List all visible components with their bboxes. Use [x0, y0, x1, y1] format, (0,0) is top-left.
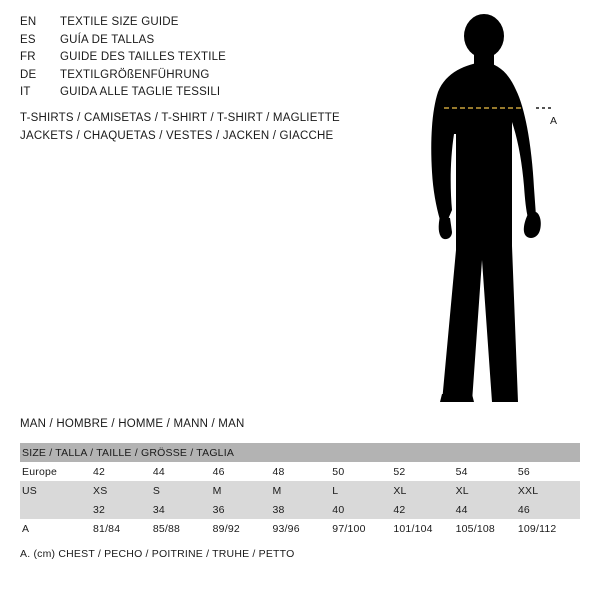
language-text: TEXTILGRÖßENFÜHRUNG [60, 68, 210, 81]
cell: 101/104 [393, 519, 455, 538]
table-row [20, 500, 580, 519]
cell: XL [456, 481, 518, 500]
cell: 32 [93, 500, 153, 519]
language-code: EN [20, 16, 37, 28]
cell: 50 [332, 462, 393, 481]
language-code: FR [20, 51, 36, 63]
garment-line-jackets: JACKETS / CHAQUETAS / VESTES / JACKEN / GIACCHE [20, 130, 334, 142]
male-silhouette-icon [400, 10, 600, 405]
size-table [20, 443, 580, 538]
cell: 44 [153, 462, 213, 481]
cell: 85/88 [153, 519, 213, 538]
cell: 46 [518, 500, 580, 519]
garment-line-tshirts: T-SHIRTS / CAMISETAS / T-SHIRT / T-SHIRT / MAGLIETTE [20, 112, 340, 124]
language-row [20, 49, 380, 67]
language-header-block [20, 14, 380, 102]
language-row [20, 14, 380, 32]
cell: M [272, 481, 332, 500]
language-row [20, 84, 380, 102]
table-row [20, 519, 580, 538]
cell: 54 [456, 462, 518, 481]
chest-footnote: A. (cm) CHEST / PECHO / POITRINE / TRUHE / PETTO [20, 548, 295, 560]
cell: 38 [272, 500, 332, 519]
cell: 44 [456, 500, 518, 519]
cell: XXL [518, 481, 580, 500]
language-text: GUIDE DES TAILLES TEXTILE [60, 51, 227, 63]
body-figure [400, 10, 600, 405]
cell: 81/84 [93, 519, 153, 538]
cell: 46 [213, 462, 273, 481]
cell: 97/100 [332, 519, 393, 538]
cell: 48 [272, 462, 332, 481]
cell: 42 [393, 500, 455, 519]
cell: 42 [93, 462, 153, 481]
language-row [20, 67, 380, 85]
cell: 52 [393, 462, 455, 481]
row-label [20, 500, 93, 519]
table-row [20, 462, 580, 481]
language-code: DE [20, 68, 37, 81]
cell: L [332, 481, 393, 500]
cell: 105/108 [456, 519, 518, 538]
cell: 89/92 [213, 519, 273, 538]
cell: 36 [213, 500, 273, 519]
measure-label-a: A [550, 115, 558, 127]
cell: S [153, 481, 213, 500]
garment-category-block [20, 109, 400, 145]
language-row [20, 32, 380, 50]
row-label: A [20, 519, 93, 538]
table-header-row [20, 443, 580, 462]
cell: 109/112 [518, 519, 580, 538]
cell: XS [93, 481, 153, 500]
table-row [20, 481, 580, 500]
language-text: GUIDA ALLE TAGLIE TESSILI [60, 86, 221, 98]
row-label: Europe [20, 462, 93, 481]
cell: M [213, 481, 273, 500]
language-code: ES [20, 33, 36, 46]
table-header-label: SIZE / TALLA / TAILLE / GRÖSSE / TAGLIA [20, 443, 580, 462]
language-code: IT [20, 86, 31, 98]
cell: 93/96 [272, 519, 332, 538]
row-label: US [20, 481, 93, 500]
cell: 56 [518, 462, 580, 481]
language-text: TEXTILE SIZE GUIDE [60, 16, 179, 28]
language-text: GUÍA DE TALLAS [60, 33, 155, 46]
cell: 34 [153, 500, 213, 519]
table-section-title: MAN / HOMBRE / HOMME / MANN / MAN [20, 418, 245, 430]
cell: 40 [332, 500, 393, 519]
cell: XL [393, 481, 455, 500]
